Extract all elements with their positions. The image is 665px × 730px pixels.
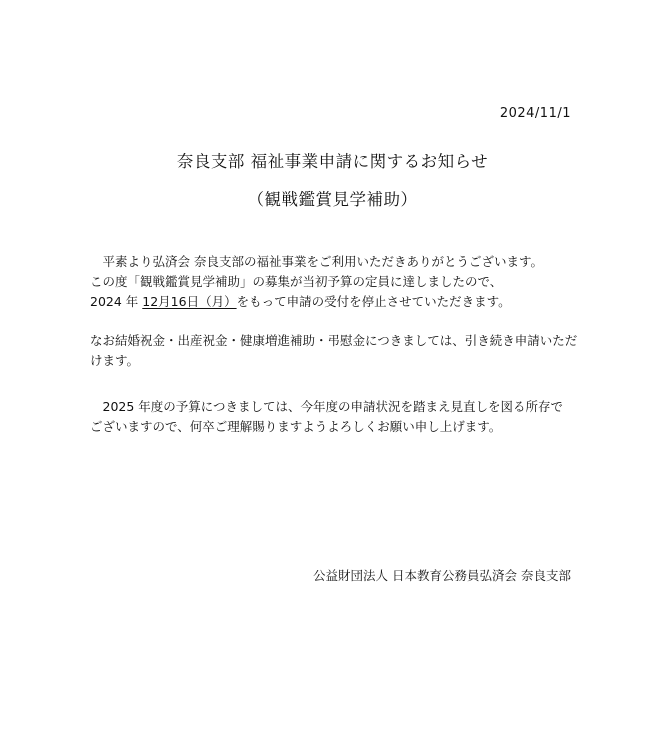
- paragraph-closure-line-3: 2024 年 12月16日（月）をもって申請の受付を停止させていただきます。: [90, 294, 511, 309]
- paragraph-other-programs: [90, 331, 590, 371]
- paragraph-closure-line-2: この度「観戦鑑賞見学補助」の募集が当初予算の定員に達しましたので、: [90, 274, 503, 289]
- paragraph-closure: [90, 252, 590, 312]
- deadline-date: 12月16日（月）: [142, 294, 237, 309]
- paragraph-next-year: [90, 397, 590, 437]
- notice-title: 奈良支部 福祉事業申請に関するお知らせ: [176, 152, 489, 171]
- paragraph-next-year-line-2: ございますので、何卒ご理解賜りますようよろしくお願い申し上げます。: [90, 419, 502, 434]
- organization-signature: 公益財団法人 日本教育公務員弘済会 奈良支部: [313, 568, 571, 583]
- notice-date: 2024/11/1: [499, 106, 571, 121]
- notice-subtitle: （観戦鑑賞見学補助）: [247, 190, 418, 209]
- paragraph-other-programs-line-2: けます。: [90, 353, 140, 368]
- paragraph-closure-line-1: 平素より弘済会 奈良支部の福祉事業をご利用いただきありがとうございます。: [102, 254, 543, 269]
- paragraph-other-programs-line-1: なお結婚祝金・出産祝金・健康増進補助・弔慰金につきましては、引き続き申請いただ: [90, 333, 578, 348]
- paragraph-next-year-line-1: 2025 年度の予算につきましては、今年度の申請状況を踏まえ見直しを図る所存で: [102, 399, 564, 414]
